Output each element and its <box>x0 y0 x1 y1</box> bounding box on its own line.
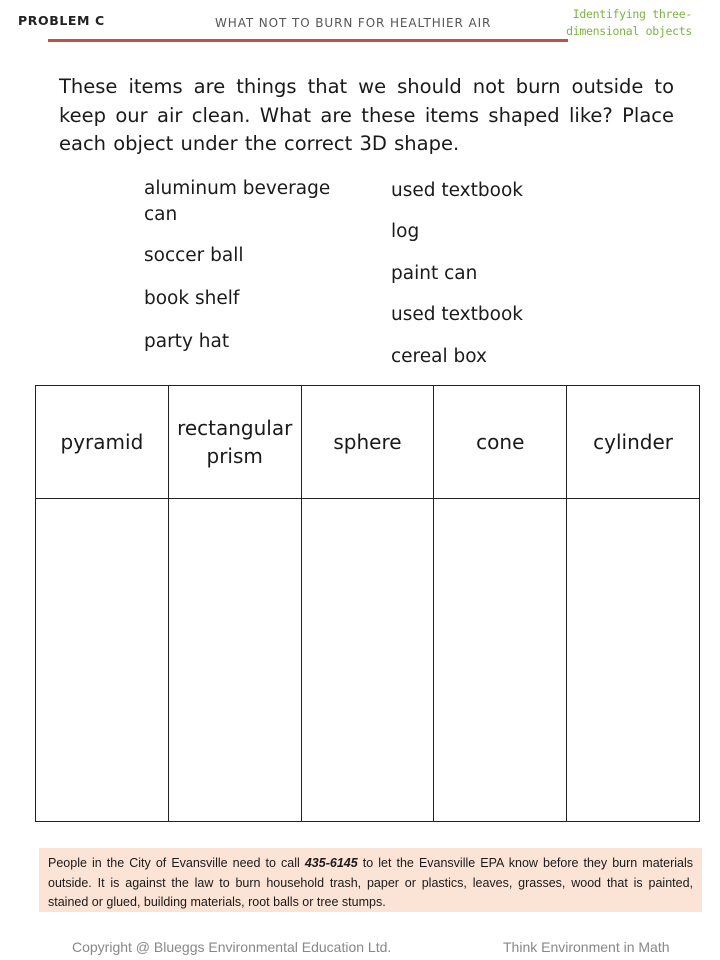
list-item: party hat <box>144 331 230 352</box>
worksheet-title: WHAT NOT TO BURN FOR HEALTHIER AIR <box>215 16 492 30</box>
list-item: used textbook <box>391 304 523 325</box>
table-header-row <box>36 386 700 499</box>
table-row <box>36 499 700 822</box>
topic-label <box>562 6 692 40</box>
answer-cell-rectangular-prism[interactable] <box>168 499 301 822</box>
column-header-cylinder: cylinder <box>567 386 700 499</box>
column-header-cone: cone <box>434 386 567 499</box>
answer-cell-cone[interactable] <box>434 499 567 822</box>
problem-label: PROBLEM C <box>18 13 105 28</box>
header-divider <box>48 39 568 42</box>
topic-line-1: Identifying three- <box>572 7 692 21</box>
list-item: paint can <box>391 263 478 284</box>
column-header-sphere: sphere <box>301 386 434 499</box>
list-item: log <box>391 221 420 242</box>
burn-notice <box>39 848 702 912</box>
notice-text-before: People in the City of Evansville need to call <box>48 856 305 870</box>
list-item: aluminum beverage can <box>144 178 331 225</box>
notice-phone: 435-6145 <box>304 856 358 870</box>
instructions: These items are things that we should not burn outside to keep our air clean. What are these items shaped like? Place each object under the correct 3D shape. <box>59 75 674 155</box>
notice-text-after: to let the Evansville EPA know before they burn materials outside. It is against the law to burn household trash, paper or plastics, leaves, grasses, wood that is painted, stained or glued, building materials, root balls or tree stumps. <box>48 856 693 909</box>
list-item: used textbook <box>391 180 523 201</box>
list-item: book shelf <box>144 288 240 309</box>
topic-line-2: dimensional objects <box>566 24 692 38</box>
footer-tagline: Think Environment in Math <box>503 939 670 955</box>
shape-sorting-table <box>35 385 700 822</box>
answer-cell-cylinder[interactable] <box>567 499 700 822</box>
copyright: Copyright @ Blueggs Environmental Education Ltd. <box>72 939 392 955</box>
list-item: soccer ball <box>144 245 244 266</box>
answer-cell-sphere[interactable] <box>301 499 434 822</box>
list-item: cereal box <box>391 346 487 367</box>
column-header-rectangular-prism: rectangular prism <box>168 386 301 499</box>
column-header-pyramid: pyramid <box>36 386 169 499</box>
answer-cell-pyramid[interactable] <box>36 499 169 822</box>
